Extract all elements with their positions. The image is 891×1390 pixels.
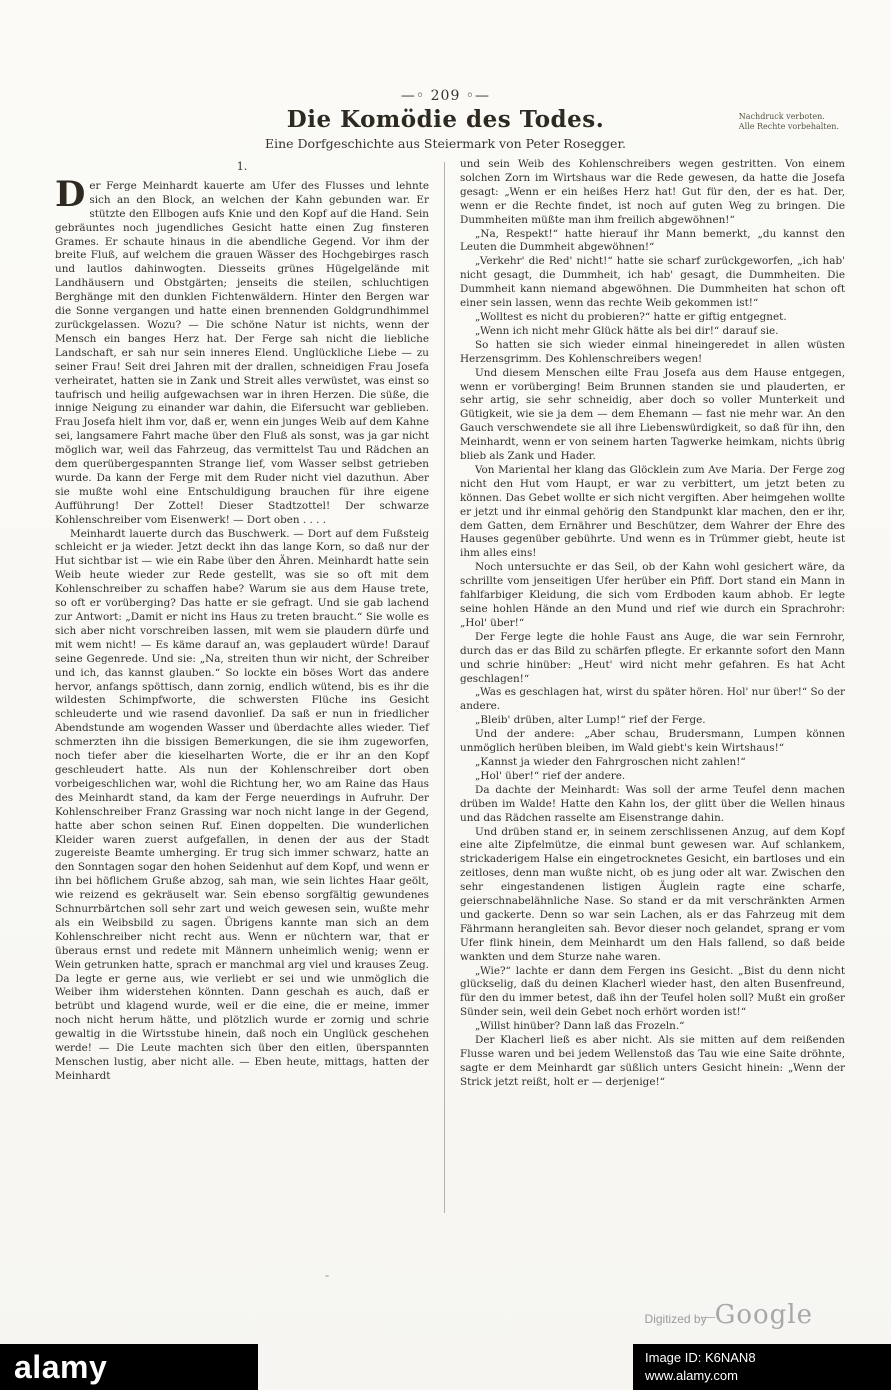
paragraph: Noch untersuchte er das Seil, ob der Kahn wohl gesichert wäre, da schrillte vom jenseitigen Ufer herüber ein Pfiff. Dort stand ein Mann in fahlfarbiger Kleidung, die sich vom Erdboden kaum abhob. Er legte seine hohlen Hände an den Mund und rief wie durch ein Sprachrohr: „Hol' über!“ — [460, 561, 845, 629]
article-title: Die Komödie des Todes. — [286, 106, 605, 133]
paragraph: Da dachte der Meinhardt: Was soll der arme Teufel denn machen drüben im Walde! Hatte den Kahn los, der glitt über die Wellen hinaus und das Rädchen rasselte am Eisenstrange dahin. — [460, 783, 845, 824]
alamy-url-text: www.alamy.com — [645, 1368, 738, 1383]
text-columns — [55, 158, 845, 1253]
paragraph: „Was es geschlagen hat, wirst du später hören. Hol' nur über!“ So der andere. — [460, 686, 845, 713]
alamy-watermark-bar — [0, 1344, 258, 1390]
paragraph: „Wie?“ lachte er dann dem Fergen ins Gesicht. „Bist du denn nicht glückselig, daß du deinen Klacherl wieder hast, den alten Busenfreund, für den du immer betest, daß ihn der Teufel holen soll? Mußt ein großer Sünder sein, weil dein Gebet noch erhört worden ist!“ — [460, 964, 845, 1019]
paragraph: „Kannst ja wieder den Fahrgroschen nicht zahlen!“ — [475, 755, 746, 768]
column-divider — [444, 162, 445, 1213]
opening-paragraph — [55, 173, 429, 528]
paragraph: Der Ferge legte die hohle Faust ans Auge, die war sein Fernrohr, durch das er das Bild zu schärfen pflegte. Er erkannte sofort den Mann und schrie hinüber: „Heut' wird nicht mehr gefahren. Es hat Acht geschlagen!“ — [460, 630, 845, 685]
opening-paragraph-text: er Ferge Meinhardt kauerte am Ufer des Flusses und lehnte sich an den Block, an welchen der Kahn gebunden war. Er stützte den Ellbogen aufs Knie und den Kopf auf die Hand. Sein gebräuntes noch jugendliches Gesicht hatte einen Zug finsteren Grames. Er schaute hinaus in die abendliche Gegend. Vor ihm der breite Fluß, auf welchem die grauen Wässer des Hochgebirges rasch und lautlos dahinwogten. Diesseits grünes Hügelgelände mit Landhäusern und Obstgärten; jenseits die steilen, schluchtigen Berghänge mit den dunklen Fichtenwäldern. Hinter den Bergen war die Sonne vergangen und hatte einen brennenden Goldgrundhimmel zurückgelassen. Wozu? — Die schöne Natur ist nichts, wenn der Mensch ein banges Herz hat. Der Ferge sah nicht die liebliche Landschaft, er sah nur sein inneres Elend. Unglückliche Liebe — zu seiner Frau! Seit drei Jahren mit der drallen, schneidigen Frau Josefa verheiratet, hatten sie in Zank und Streit alles verwüstet, was einst so taufrisch und heilig aufgewachsen war in ihren Herzen. Die süße, die innige Neigung zu einander war dahin, die Eifersucht war geblieben. Frau Josefa hielt ihm vor, daß er, wenn ein junges Weib auf dem Kahne sei, langsamere Fahrt mache über den Fluß als sonst, was ja gar nicht möglich war, weil das Fahrzeug, das vermittelst Tau und Rädchen an dem querübergespannten Strange lief, vom Wasser selbst getrieben wurde. Da kann der Ferge mit dem Ruder nicht viel dazuthun. Aber sie mußte wohl eine Entschuldigung brauchen für ihre eigene Aufführung! Der Zottel! Dieser Stadtzottel! Der schwarze Kohlenschreiber vom Eisenwerk! — Dort oben . . . . — [55, 179, 429, 526]
paragraph: Und drüben stand er, in seinem zerschlissenen Anzug, auf dem Kopf eine alte Zipfelmütze, die einmal bunt gewesen war. Auf schlankem, strickaderigem Halse ein eingetrocknetes Gesicht, ein bartloses und ein zeitloses, denn man wußte nicht, ob es jung oder alt war. Zwischen den sehr eingestandenen listigen Äuglein ragte eine scharfe, geierschnabelähnliche Nase. So stand er da mit verschränkten Armen und gackerte. Denn so war sein Lachen, als er das Fahrzeug mit dem Fährmann herangleiten sah. Bevor dieser noch gelandet, sprang er vom Ufer flink hinein, dem Meinhardt um den Hals fallend, so daß beide wankten und dem Sturze nahe waren. — [460, 825, 845, 963]
alamy-logo: alamy — [14, 1348, 108, 1385]
paragraph: Und diesem Menschen eilte Frau Josefa aus dem Hause entgegen, wenn er vorüberging! Beim Brunnen standen sie und plauderten, er sehr artig, sie sehr schneidig, aber doch so voller Munterkeit und Gütigkeit, wie sie ja dem — dem Ehemann — fast nie mehr war. An den Gauch verschwendete sie all ihre Liebenswürdigkeit, so daß für ihn, den Meinhardt, wenn er von seinem harten Tagwerke heimkam, nichts übrig blieb als Zank und Hader. — [460, 366, 845, 463]
paragraph: „Wenn ich nicht mehr Glück hätte als bei dir!“ darauf sie. — [475, 324, 779, 337]
paragraph: Von Mariental her klang das Glöcklein zum Ave Maria. Der Ferge zog nicht den Hut vom Haupt, er war zu verbittert, um jetzt beten zu können. Das Gebet wollte er sich nicht vergiften. Aber heimgehen wollte er jetzt und ihr einmal gehörig den Standpunkt klar machen, den er ihr, dem Gatten, dem Ernährer und Beschützer, dem Wahrer der Ehre des Hauses gegenüber gebührte. Und wenn es in Trümmer giebt, heute ist ihm alles eins! — [460, 463, 845, 560]
paragraph: Meinhardt lauerte durch das Buschwerk. — Dort auf dem Fußsteig schleicht er ja wieder. Jetzt deckt ihn das lange Korn, so daß nur der Hut sichtbar ist — wie ein Rabe über den Ähren. Meinhardt hatte sein Weib heute wieder zur Rede gestellt, was sie so oft mit dem Kohlenschreiber zu schaffen habe? Warum sie aus dem Hause trete, so oft er vorüberging? Das hatte er sie gefragt. Und sie gab lachend zur Antwort: „Damit er nicht ins Haus zu treten braucht.“ Sie wolle es sich aber nicht vorschreiben lassen, mit wem sie plaudern dürfe und mit wem nicht! — Es käme darauf an, was geplaudert würde! Darauf seine Gegenrede. Und sie: „Na, streiten thun wir nicht, der Schreiber und ich, das kannst glauben.“ So lockte ein böses Wort das andere hervor, anfangs spöttisch, dann zornig, endlich wütend, bis es ihr die wildesten Schimpfworte, die schwersten Flüche ins Gesicht schleuderte und wie rasend davonlief. Da saß er nun in friedlicher Abendstunde am wogenden Wasser und überdachte alles wieder. Tief schmerzten ihn die bissigen Bemerkungen, die sie ihm zugeworfen, noch tiefer aber die kieselharten Worte, die er ihr an den Kopf geschleudert hatte. Als nun der Kohlenschreiber dort oben vorbeigeschlichen war, wohl die Richtung her, wo am Raine das Haus des Meinhardt stand, da kam der Ferge neuerdings in Aufruhr. Der Kohlenschreiber Franz Grassing war noch nicht lange in der Gegend, hatte aber schon seinen Ruf. Einen doppelten. Die wunderlichen Kleider waren zuerst aufgefallen, in denen der aus der Stadt zugereiste Beamte umherging. Er trug sich immer schwarz, hatte an den Sonntagen sogar den hohen Seidenhut auf dem Kopf, und wenn er ihn bei höflichem Gruße abzog, sah man, wie sein lichtes Haar geölt, wie reizend es gekräuselt war. Sein ebenso sorgfältig gewundenes Schnurrbärtchen soll sehr zart und weich gewesen sein, wußte mehr als ein Weibsbild zu sagen. Übrigens kannte man sich an dem Kohlenschreiber nicht recht aus. Wenn er nüchtern war, that er überaus ernst und redete mit Männern unheimlich wenig; wenn er Wein getrunken hatte, sprach er manchmal arg viel und krauses Zeug. Da legte er gerne aus, wie verliebt er sei und wie unmöglich die Weiber ihm widerstehen könnten. Dann geschah es auch, daß er betrübt und klagend wurde, weil er die eine, die er meine, immer noch nicht herum hätte, und plötzlich wurde er zornig und schrie gewaltig in die Wirtsstube hinein, daß noch ein Unglück geschehen werde! — Die Leute machten sich über den eitlen, überspannten Menschen lustig, aber nicht alle. — Eben heute, mittags, hatten der Meinhardt — [55, 527, 429, 1082]
rights-notice — [739, 112, 839, 132]
digitized-by-label: Digitized by — [644, 1312, 707, 1326]
dropcap-letter: D — [55, 173, 86, 215]
paragraph: Der Klacherl ließ es aber nicht. Als sie mitten auf dem reißenden Flusse waren und bei jedem Wellenstoß das Tau wie eine Saite dröhnte, sagte er dem Meinhardt gar süßlich unters Gesicht hinein: „Wenn der Strick jetzt reißt, holt er — derjenige!“ — [460, 1034, 845, 1088]
paragraph: und sein Weib des Kohlenschreibers wegen gestritten. Von einem solchen Zorn im Wirtshaus war die Rede gewesen, da hatte die Josefa gesagt: „Wenn er ein heißes Herz hat! Gut für den, der es hat. Der, wenn er die Rechte findet, ist noch auf guten Weg zu bringen. Die Dummheiten müßte man ihm freilich abgewöhnen!“ — [460, 158, 845, 226]
article-header — [0, 106, 891, 151]
right-column — [460, 158, 845, 1253]
section-number: 1. — [236, 160, 248, 173]
right-column-paragraphs — [460, 158, 845, 1090]
paragraph: Und der andere: „Aber schau, Brudersmann, Lumpen können unmöglich herüben bleiben, im Wald giebt's kein Wirtshaus!“ — [460, 728, 845, 755]
paragraph: „Verkehr' die Red' nicht!“ hatte sie scharf zurückgeworfen, „ich hab' nicht gesagt, die Dummheit, ich hab' gesagt, die Dummheiten. Die Dummheit kann niemand abgewöhnen. Die Dummheiten hat schon oft einer sein lassen, wenn das rechte Weib gekommen ist!“ — [460, 255, 845, 310]
rights-line-2: Alle Rechte vorbehalten. — [738, 122, 839, 131]
digitized-by-google — [645, 1300, 813, 1330]
page-number: —◦ 209 ◦— — [400, 88, 491, 104]
left-column — [55, 158, 429, 1253]
paragraph: „Na, Respekt!“ hatte hierauf ihr Mann bemerkt, „du kannst den Leuten die Dummheit abgewöhnen!“ — [460, 227, 845, 254]
paragraph: „Wolltest es nicht du probieren?“ hatte er giftig entgegnet. — [475, 310, 787, 323]
paragraph: „Bleib' drüben, alter Lump!“ rief der Ferge. — [475, 714, 706, 727]
image-id-text: Image ID: K6NAN8 — [645, 1350, 756, 1365]
scan-speck — [325, 1275, 329, 1277]
image-id-bar — [633, 1344, 891, 1390]
paragraph: „Willst hinüber? Dann laß das Frozeln.“ — [475, 1020, 685, 1033]
paragraph: „Hol' über!“ rief der andere. — [475, 769, 626, 782]
google-logo: Google — [714, 1300, 813, 1330]
left-column-paragraphs — [55, 528, 429, 1084]
article-subtitle: Eine Dorfgeschichte aus Steiermark von Peter Rosegger. — [264, 136, 627, 151]
rights-line-1: Nachdruck verboten. — [738, 112, 825, 121]
paragraph: So hatten sie sich wieder einmal hineingeredet in allen wüsten Herzensgrimm. Des Kohlenschreibers wegen! — [460, 338, 845, 365]
